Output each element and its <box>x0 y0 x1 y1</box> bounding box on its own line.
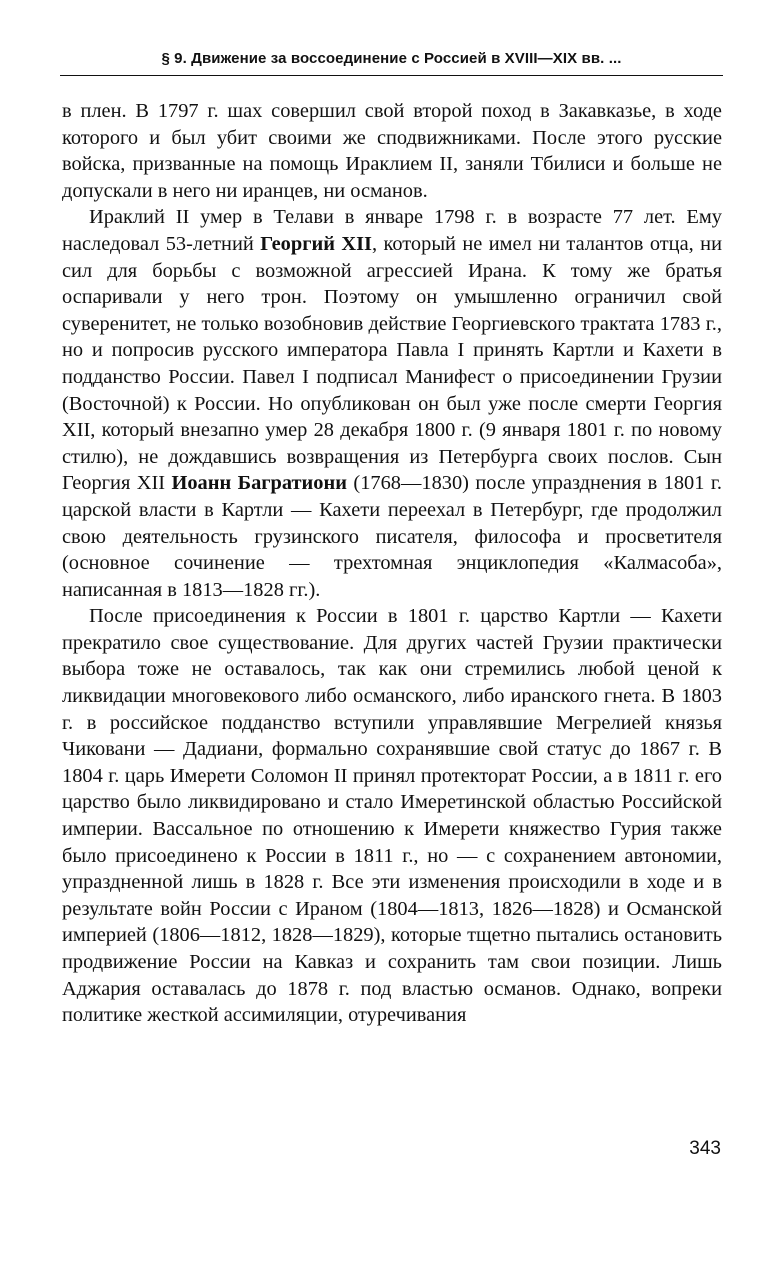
running-header-title: § 9. Движение за воссоединение с Россией в XVIII—XIX вв. ... <box>161 50 622 67</box>
page-number: 343 <box>689 1138 721 1159</box>
bold-name-george-xii: Георгий XII <box>260 232 372 255</box>
body-text <box>62 98 722 1029</box>
paragraph-text: , который не имел ни талантов отца, ни сил для борьбы с возможной агрессией Ирана. К тому же братья оспаривали у него трон. Поэтому он умышленно ограничил свой суверенитет, не только возобновив действие Георгиевского трактата 1783 г., но и попросив русского императора Павла I принять Картли и Кахети в подданство России. Павел I подписал Манифест о присоединении Грузии (Восточной) к России. Но опубликован он был уже после смерти Георгия XII, который внезапно умер 28 декабря 1800 г. (9 января 1801 г. по новому стилю), не дождавшись возвращения из Петербурга своих послов. Сын Георгия XII <box>62 232 722 495</box>
running-header <box>60 42 723 76</box>
paragraph-continuation <box>62 98 722 204</box>
paragraph-text: в плен. В 1797 г. шах совершил свой второй поход в Закавказье, в ходе которого и был убит своими же сподвижниками. После этого русские войска, призванные на помощь Ираклием II, заняли Тбилиси и больше не допускали в него ни иранцев, ни османов. <box>62 100 722 202</box>
paragraph-text: Ираклий II умер в Телави в январе 1798 г. в возрасте 77 лет. Ему наследовал 53-летний <box>62 206 722 255</box>
paragraph-text: (1768—1830) после упразднения в 1801 г. царской власти в Картли — Кахети переехал в Петербург, где продолжил свою деятельность грузинского писателя, философа и просветителя (основное сочинение — трехтомная энциклопедия «Калмасоба», написанная в 1813—1828 гг.). <box>62 472 722 601</box>
header-divider <box>60 75 723 76</box>
paragraph-annexation <box>62 603 722 1029</box>
paragraph-heraclius-death <box>62 204 722 603</box>
paragraph-text: После присоединения к России в 1801 г. царство Картли — Кахети прекратило свое существование. Для других частей Грузии практически выбора тоже не оставалось, так как они стремились любой ценой к ликвидации многовекового либо османского, либо иранского гнета. В 1803 г. в российское подданство вступили управлявшие Мегрелией князья Чиковани — Дадиани, формально сохранявшие свой статус до 1867 г. В 1804 г. царь Имерети Соломон II принял протекторат России, а в 1811 г. его царство было ликвидировано и стало Имеретинской областью Российской империи. Вассальное по отношению к Имерети княжество Гурия также было присоединено к России в 1811 г., но — с сохранением автономии, упраздненной лишь в 1828 г. Все эти изменения происходили в ходе и в результате войн России с Ираном (1804—1813, 1826—1828) и Османской империей (1806—1812, 1828—1829), которые тщетно пытались остановить продвижение России на Кавказ и сохранить там свои позиции. Лишь Аджария оставалась до 1878 г. под властью османов. Однако, вопреки политике жесткой ассимиляции, отуречивания <box>62 605 722 1027</box>
bold-name-ioann-bagrationi: Иоанн Багратиони <box>171 472 348 495</box>
